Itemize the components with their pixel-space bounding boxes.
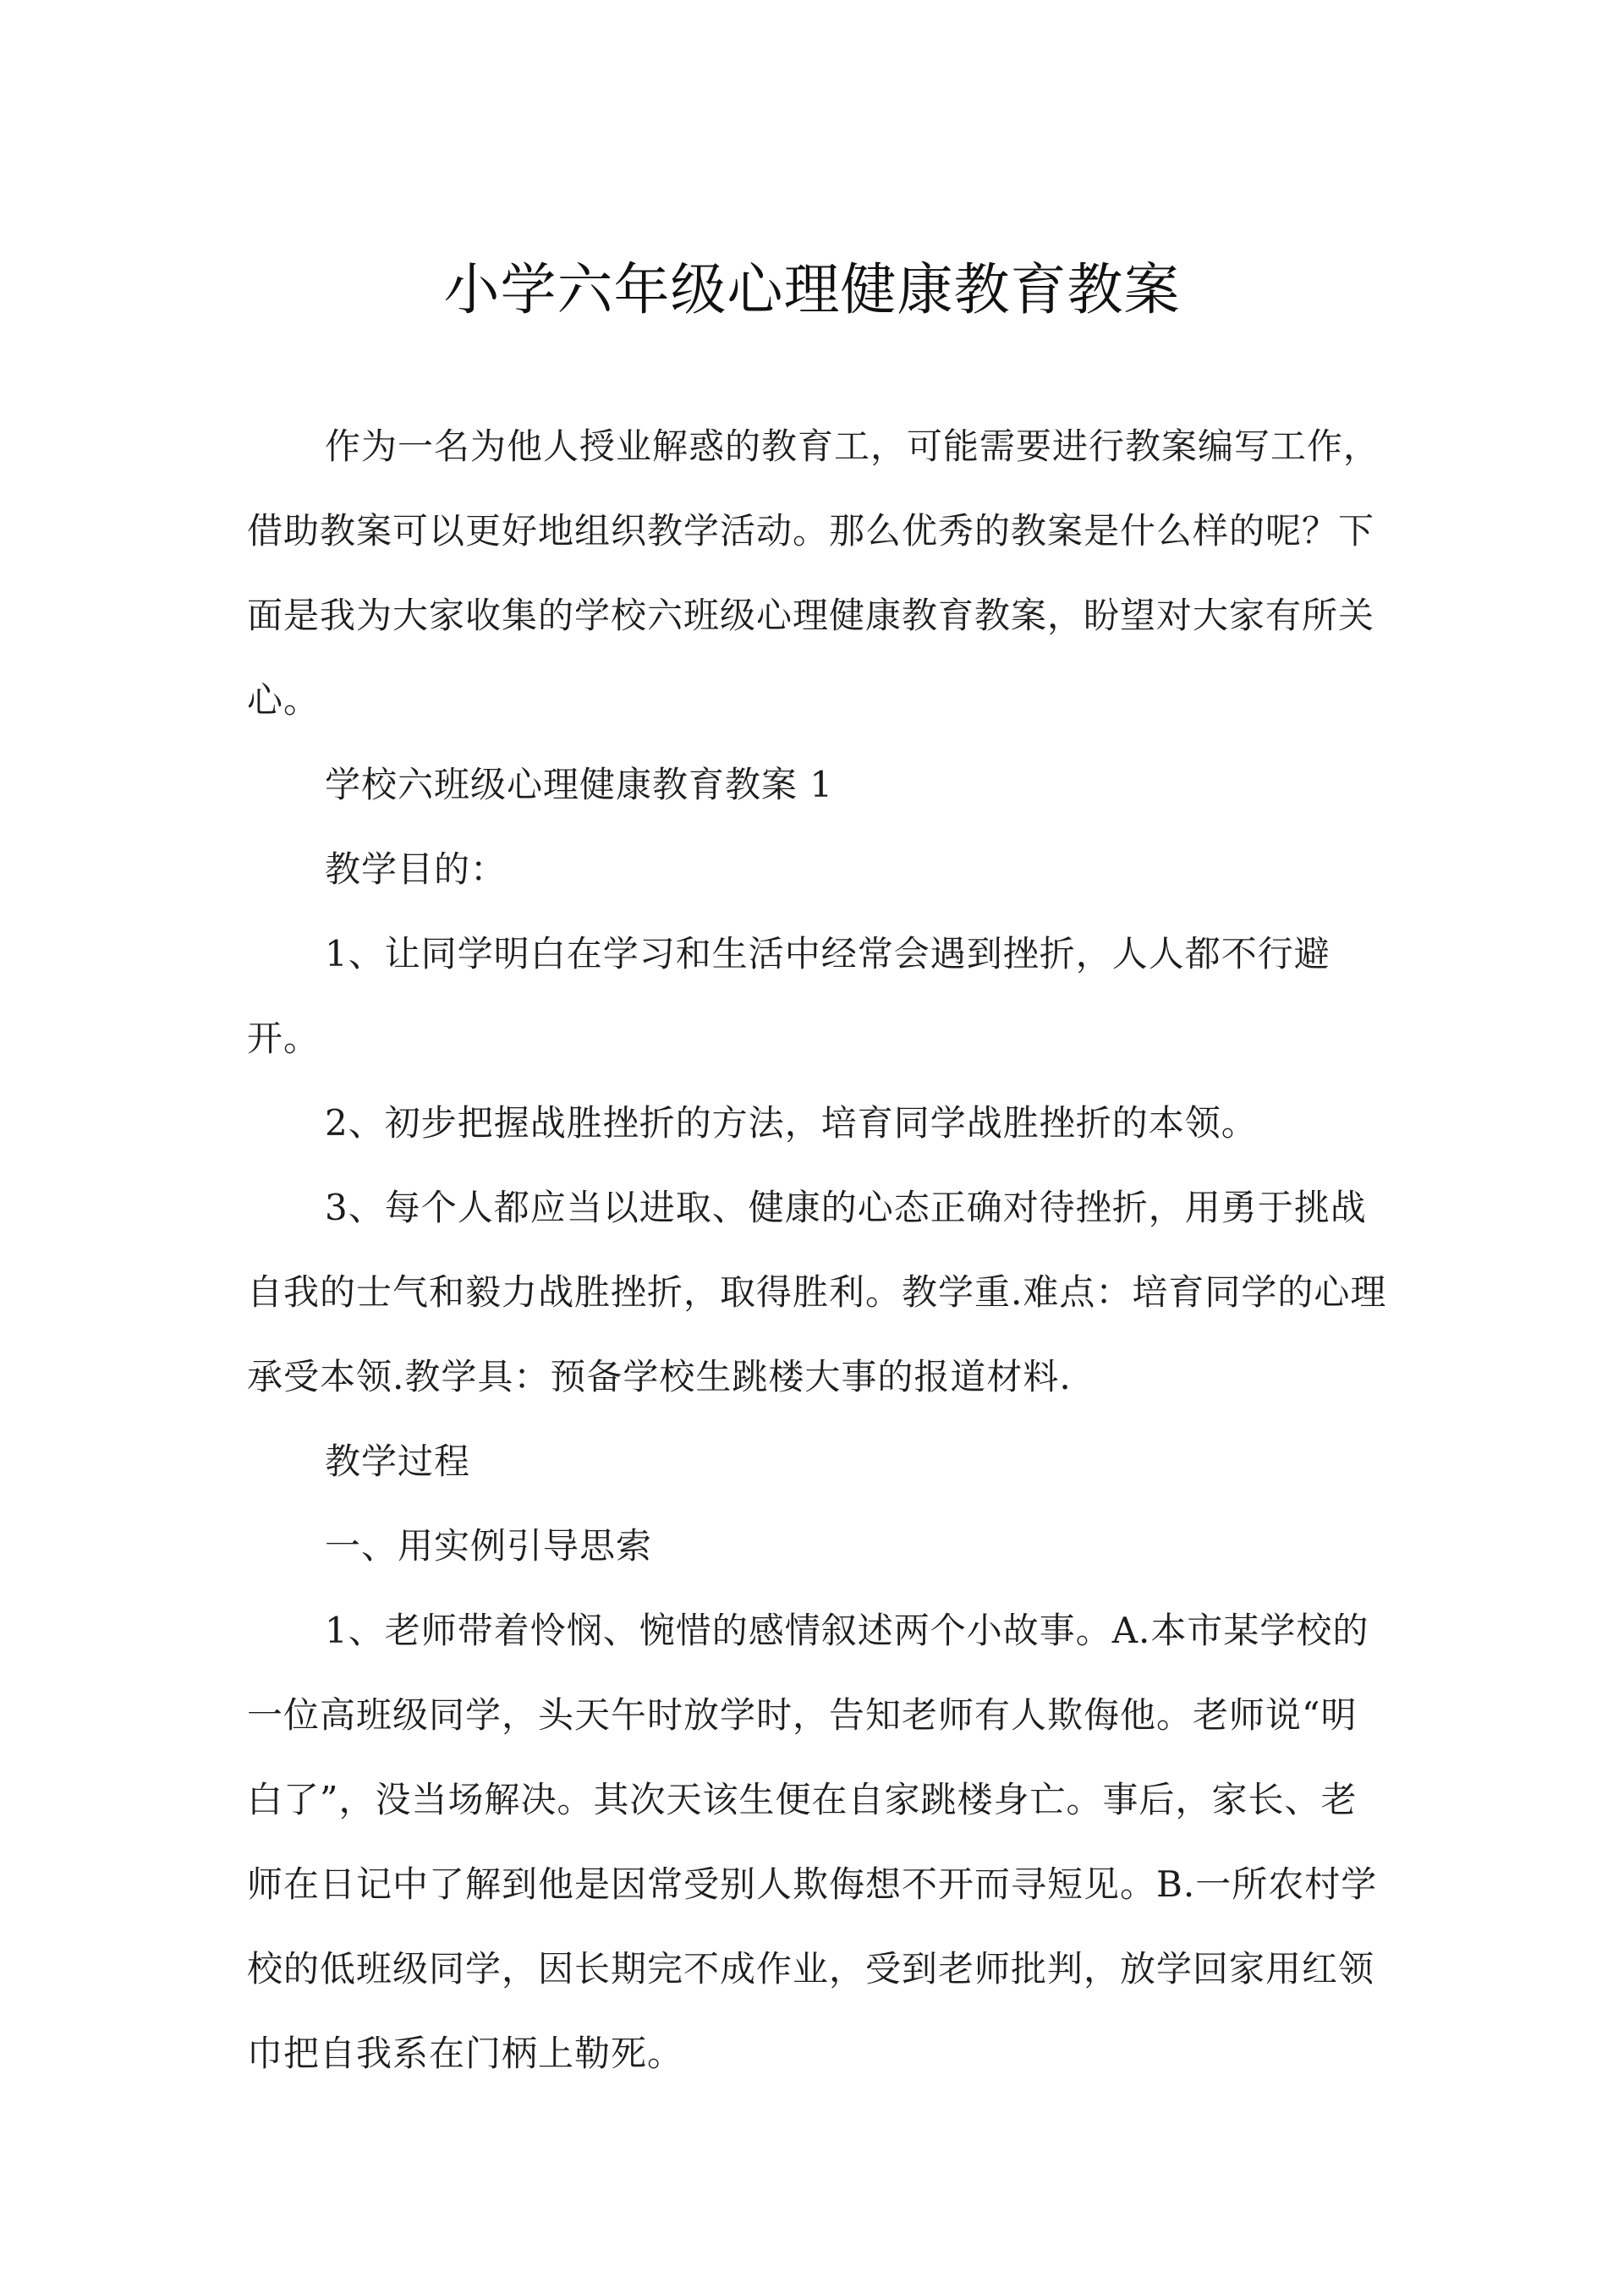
goal-item-1: 1、让同学明白在学习和生活中经常会遇到挫折，人人都不行避开。 bbox=[247, 933, 1330, 1059]
goal-item-2: 2、初步把握战胜挫折的方法，培育同学战胜挫折的本领。 bbox=[325, 1102, 1258, 1144]
document-title: 小学六年级心理健康教育教案 bbox=[443, 257, 1181, 322]
section-heading: 学校六班级心理健康教育教案 1 bbox=[325, 764, 834, 805]
teaching-process-heading: 教学过程 bbox=[325, 1441, 471, 1482]
document-body bbox=[247, 404, 1387, 2096]
teaching-goals-heading: 教学目的： bbox=[325, 848, 508, 890]
intro-paragraph: 作为一名为他人授业解惑的教育工，可能需要进行教案编写工作，借助教案可以更好地组织教学活动。那么优秀的教案是什么样的呢？下面是我为大家收集的学校六班级心理健康教育教案，盼望对大家有所关心。 bbox=[247, 425, 1380, 721]
step-item-1: 1、老师带着怜悯、惋惜的感情叙述两个小故事。A.本市某学校的一位高班级同学，头天午时放学时，告知老师有人欺侮他。老师说“明白了”，没当场解决。其次天该生便在自家跳楼身亡。事后，家长、老师在日记中了解到他是因常受别人欺侮想不开而寻短见。B.一所农村学校的低班级同学，因长期完不成作业，受到老师批判，放学回家用红领巾把自我系在门柄上勒死。 bbox=[247, 1610, 1378, 2074]
goal-item-3: 3、每个人都应当以进取、健康的心态正确对待挫折，用勇于挑战自我的士气和毅力战胜挫折，取得胜利。教学重.难点：培育同学的心理承受本领.教学具：预备学校生跳楼大事的报道材料. bbox=[247, 1187, 1387, 1397]
step-heading-1: 一、用实例引导思索 bbox=[325, 1525, 653, 1567]
